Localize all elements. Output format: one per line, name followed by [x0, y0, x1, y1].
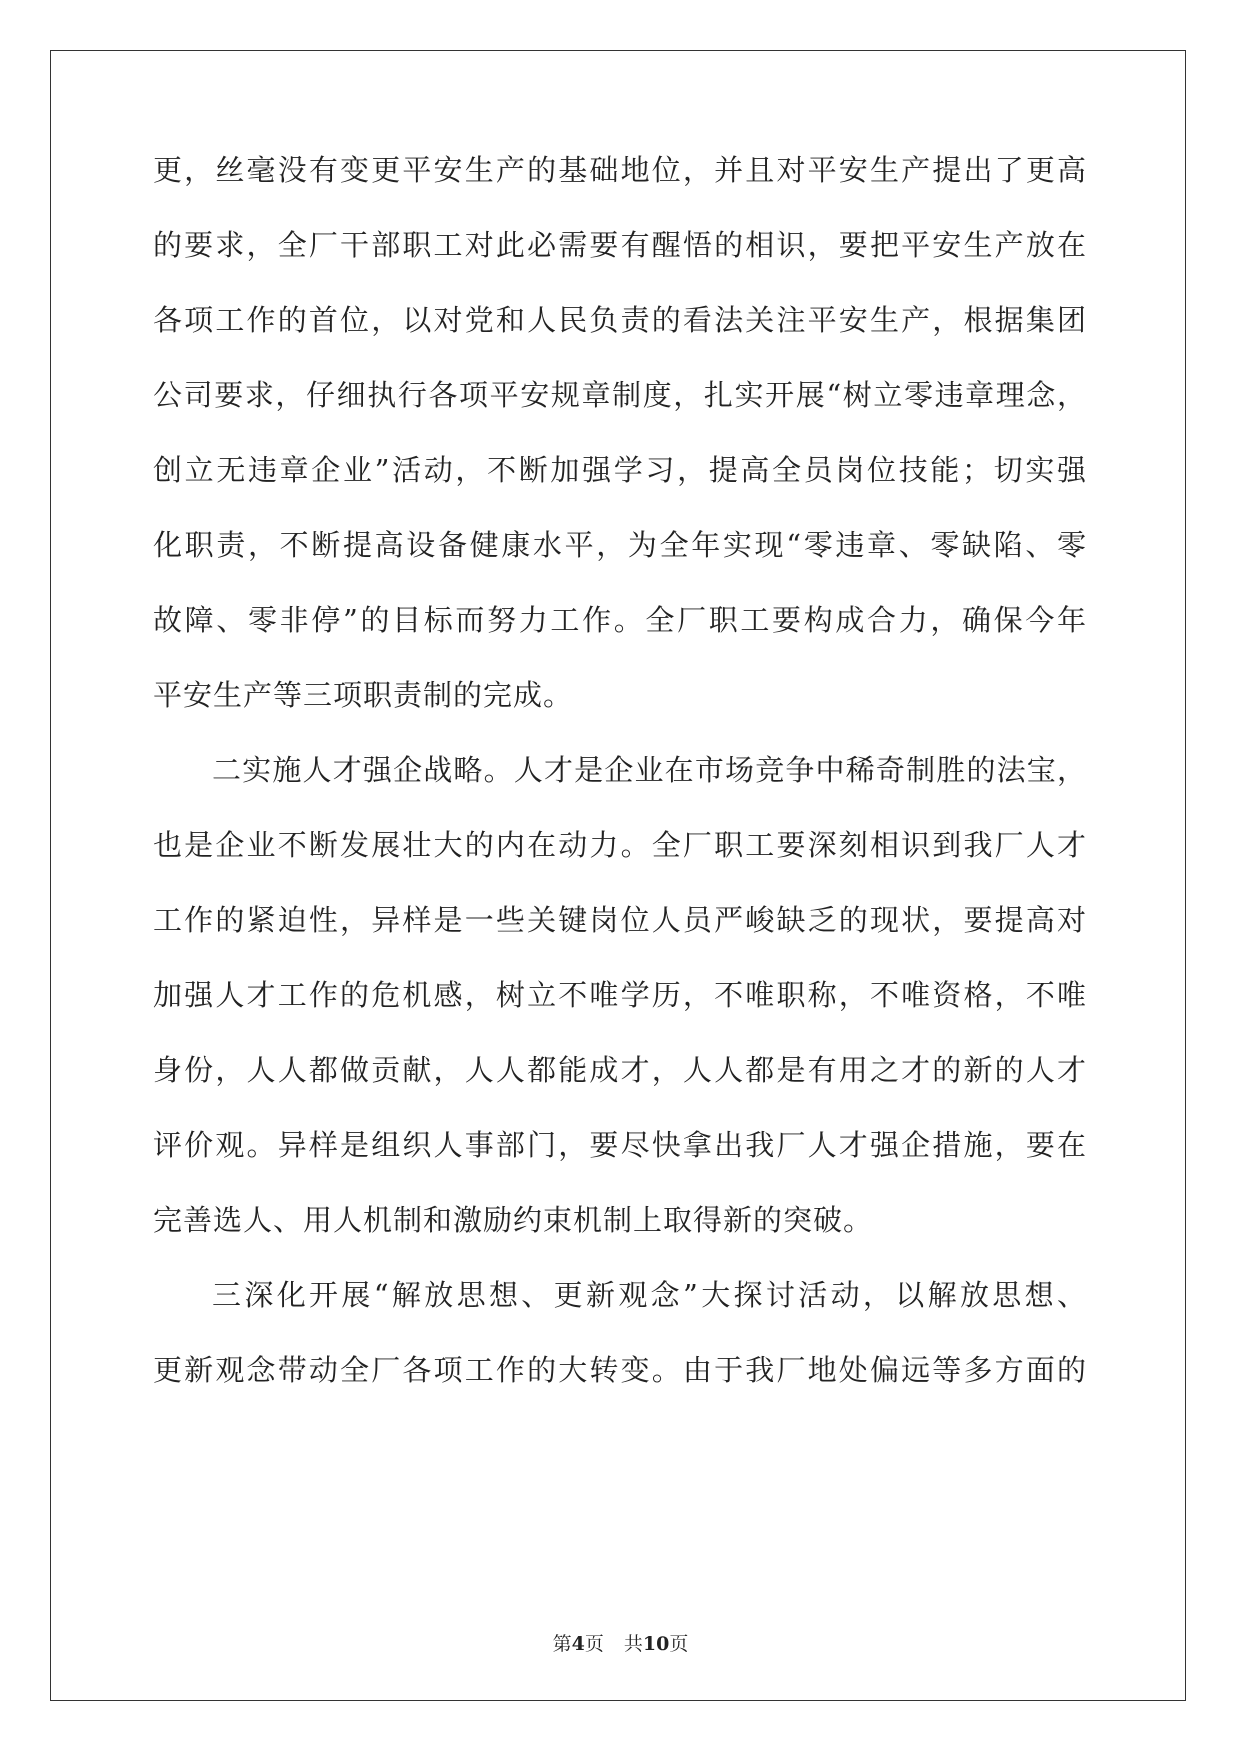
- total-suffix: 页: [669, 1633, 689, 1655]
- text-line: 故障、零非停”的目标而努力工作。全厂职工要构成合力，确保今年: [153, 603, 1087, 637]
- text-line: 评价观。异样是组织人事部门，要尽快拿出我厂人才强企措施，要在: [153, 1128, 1087, 1162]
- text-line: 各项工作的首位，以对党和人民负责的看法关注平安生产，根据集团: [153, 303, 1087, 337]
- text-line: 更，丝毫没有变更平安生产的基础地位，并且对平安生产提出了更高: [153, 153, 1087, 187]
- text-line: 化职责，不断提高设备健康水平，为全年实现“零违章、零缺陷、零: [153, 528, 1087, 562]
- total-pages: 10: [642, 1633, 670, 1655]
- text-line: 公司要求，仔细执行各项平安规章制度，扎实开展“树立零违章理念，: [153, 378, 1087, 412]
- text-line: 的要求，全厂干部职工对此必需要有醒悟的相识，要把平安生产放在: [153, 228, 1087, 262]
- total-prefix: 共: [623, 1633, 643, 1655]
- text-line: 完善选人、用人机制和激励约束机制上取得新的突破。: [153, 1203, 874, 1237]
- paragraph-first-line: 二实施人才强企战略。人才是企业在市场竞争中稀奇制胜的法宝，: [212, 753, 1087, 787]
- page-prefix: 第: [552, 1633, 572, 1655]
- text-line: 更新观念带动全厂各项工作的大转变。由于我厂地处偏远等多方面的: [153, 1353, 1087, 1387]
- paragraph-first-line: 三深化开展“解放思想、更新观念”大探讨活动，以解放思想、: [212, 1278, 1087, 1312]
- text-line: 平安生产等三项职责制的完成。: [153, 678, 574, 712]
- text-line: 也是企业不断发展壮大的内在动力。全厂职工要深刻相识到我厂人才: [153, 828, 1087, 862]
- page-footer: [0, 1632, 1241, 1656]
- page-suffix: 页: [584, 1633, 604, 1655]
- page-border: [50, 50, 1186, 1701]
- text-line: 工作的紧迫性，异样是一些关键岗位人员严峻缺乏的现状，要提高对: [153, 903, 1087, 937]
- text-line: 身份，人人都做贡献，人人都能成才，人人都是有用之才的新的人才: [153, 1053, 1087, 1087]
- page-number: 4: [571, 1633, 585, 1655]
- text-line: 加强人才工作的危机感，树立不唯学历，不唯职称，不唯资格，不唯: [153, 978, 1087, 1012]
- text-line: 创立无违章企业”活动，不断加强学习，提高全员岗位技能；切实强: [153, 453, 1087, 487]
